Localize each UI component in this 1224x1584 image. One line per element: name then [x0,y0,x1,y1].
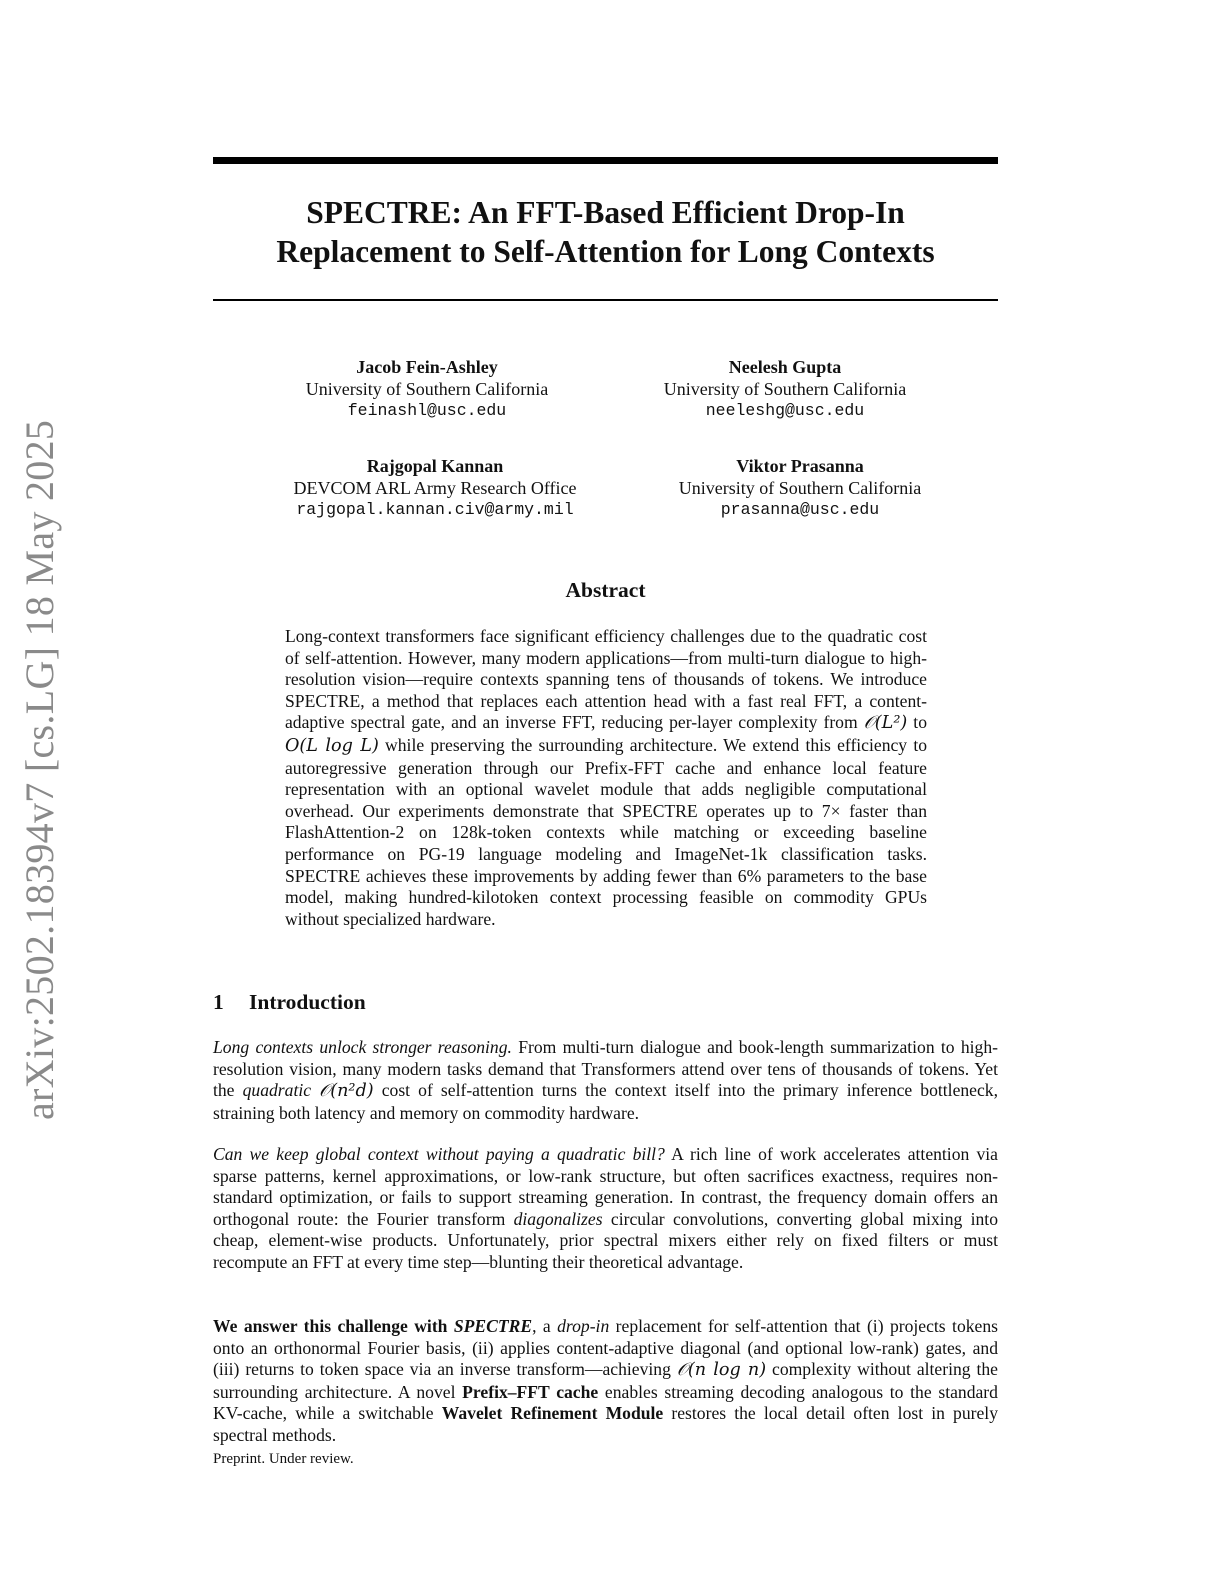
abstract-text: to [907,712,927,733]
section-title: Introduction [249,990,366,1014]
arxiv-sidebar [15,400,75,1120]
author-affiliation: University of Southern California [678,478,922,498]
paragraph-text: enables streaming decoding analogous to the standard KV-cache, while a switchable [213,1381,998,1424]
math-complexity-quadratic: 𝒪(L²) [863,713,908,734]
intro-paragraph-3 [213,1316,998,1447]
author-block [257,356,597,422]
paragraph-text: restores the local detail often lost in purely spectral methods. [213,1403,998,1445]
paragraph-text: complexity without altering the surrounding architecture. A novel [213,1359,998,1402]
emphasis-drop-in: drop-in [557,1316,610,1336]
author-name: Viktor Prasanna [736,456,864,476]
math-spectre-complexity: 𝒪(n log n) [676,1360,767,1381]
paragraph-lead: Can we keep global context without paying a quadratic bill? [213,1144,665,1164]
intro-paragraph-2 [213,1144,998,1274]
math-attention-cost: 𝒪(n²d) [319,1081,374,1102]
paper-title-line-2: Replacement to Self-Attention for Long Contexts [276,234,935,269]
section-heading-introduction [213,988,366,1016]
author-name: Neelesh Gupta [728,357,842,377]
emphasis-quadratic: quadratic [242,1080,312,1101]
paragraph-text: A rich line of work accelerates attention via sparse patterns, kernel approximations, or low-rank structure, but often sacrifices exactness, requires non-standard optimization, or fails to support streaming generation. In contrast, the frequency domain offers an orthogonal route: the Fourier transform [213,1144,998,1229]
author-block [615,356,955,422]
author-affiliation: University of Southern California [305,379,549,399]
title-top-rule [213,157,998,164]
arxiv-identifier: arXiv:2502.18394v7 [cs.LG] 18 May 2025 [17,419,62,1120]
section-number: 1 [213,990,224,1014]
preprint-footnote: Preprint. Under review. [213,1451,354,1467]
math-complexity-loglinear: O(L log L) [285,735,379,756]
paragraph-text: cost of self-attention turns the context itself into the primary inference bottleneck, straining both latency and memory on commodity hardware. [213,1080,998,1123]
author-name: Jacob Fein-Ashley [356,357,498,377]
author-email: prasanna@usc.edu [720,500,880,519]
abstract-text: while preserving the surrounding architecture. We extend this efficiency to autoregressive generation through our Prefix-FFT cache and enhance local feature representation with an optional wavelet module that adds negligible computational overhead. Our experiments demonstrate that SPECTRE operates up to 7× faster than FlashAttention-2 on 128k-token contexts while matching or exceeding baseline performance on PG-19 language modeling and ImageNet-1k classification tasks. SPECTRE achieves these improvements by adding fewer than 6% parameters to the base model, making hundred-kilotoken context processing feasible on commodity GPUs without specialized hardware. [285,734,927,929]
paragraph-lead: Long contexts unlock stronger reasoning. [213,1037,512,1057]
abstract-heading: Abstract [565,578,646,602]
emphasis-wavelet-module: Wavelet Refinement Module [441,1403,664,1424]
paper-title [213,193,998,271]
paper-title-line-1: SPECTRE: An FFT-Based Efficient Drop-In [306,195,905,230]
author-affiliation: University of Southern California [663,379,907,399]
author-email: rajgopal.kannan.civ@army.mil [296,500,574,519]
paragraph-text: , a [532,1316,558,1336]
emphasis-diagonalizes: diagonalizes [513,1208,603,1229]
author-email: neeleshg@usc.edu [705,401,865,420]
author-block [630,455,970,521]
paragraph-text: circular convolutions, converting global mixing into cheap, element-wise products. Unfortunately, prior spectral mixers either rely on fixed filters or must recompute an FFT at every time step—blunting their theoretical advantage. [213,1208,998,1272]
author-name: Rajgopal Kannan [366,456,504,476]
paragraph-text: From multi-turn dialogue and book-length summarization to high-resolution vision, many modern tasks demand that Transformers attend over tens of thousands of tokens. Yet the [213,1037,998,1101]
title-bottom-rule [213,299,998,301]
intro-paragraph-1 [213,1037,998,1124]
emphasis-spectre: SPECTRE [453,1316,533,1336]
emphasis-prefix-fft-cache: Prefix–FFT cache [462,1381,599,1402]
abstract-body [285,626,927,930]
abstract-text: Long-context transformers face significant efficiency challenges due to the quadratic cost of self-attention. However, many modern applications—from multi-turn dialogue to high-resolution vision—require contexts spanning tens of thousands of tokens. We introduce SPECTRE, a method that replaces each attention head with a fast real FFT, a content-adaptive spectral gate, and an inverse FFT, reducing per-layer complexity from [285,626,927,733]
author-affiliation: DEVCOM ARL Army Research Office [293,478,577,498]
paragraph-text: replacement for self-attention that (i) projects tokens onto an orthonormal Fourier basis, (ii) applies content-adaptive diagonal (and optional low-rank) gates, and (iii) returns to token space via an inverse transform—achieving [213,1316,998,1380]
author-email: feinashl@usc.edu [347,401,507,420]
author-block [265,455,605,521]
paragraph-lead: We answer this challenge with [213,1316,454,1336]
